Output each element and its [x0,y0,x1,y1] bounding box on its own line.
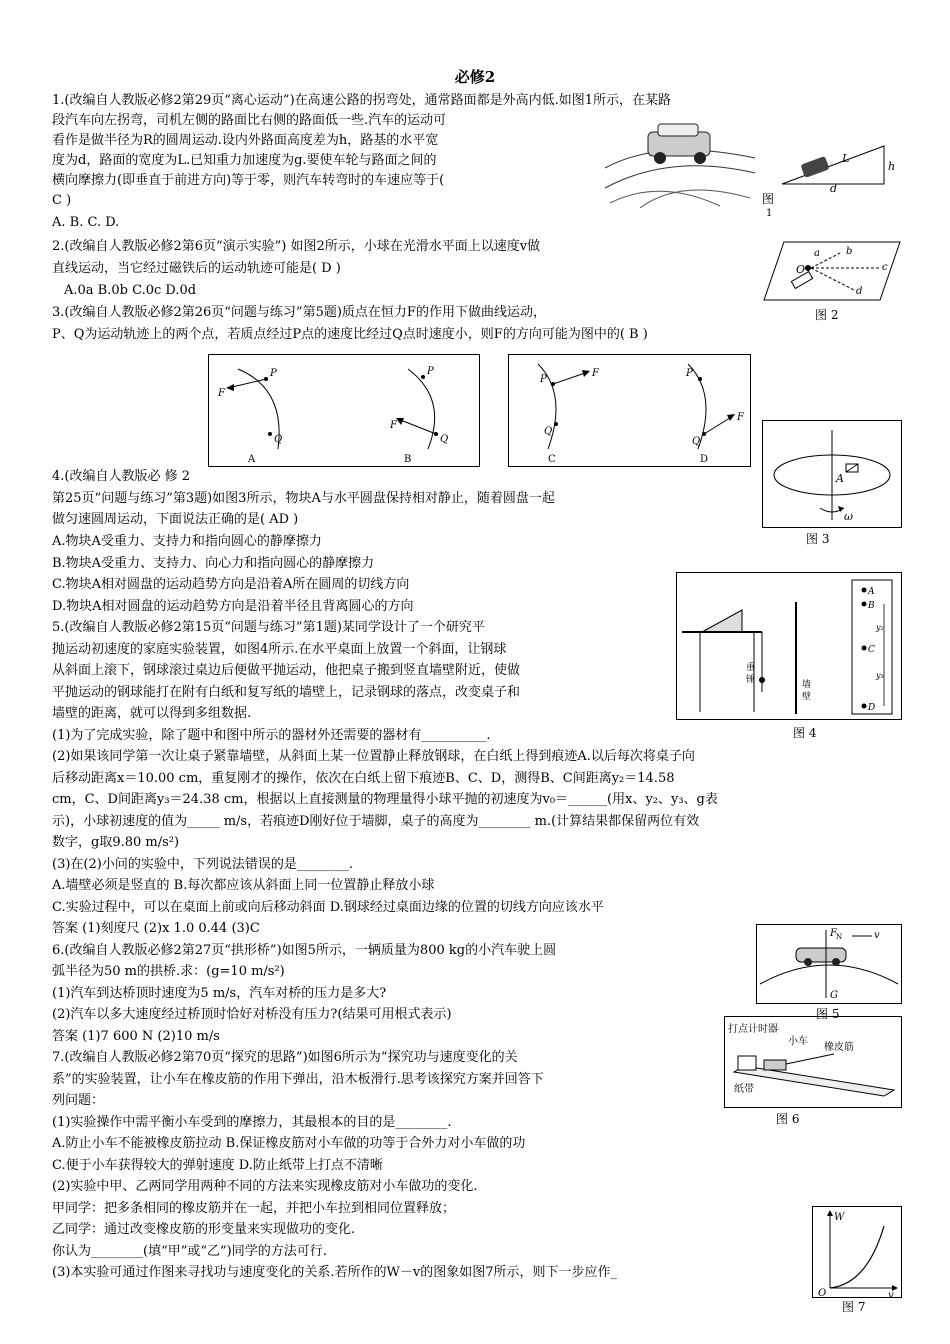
q2-line-1: 2.(改编自人教版必修2第6页“演示实验”) 如图2所示，小球在光滑水平面上以速度v做 [52,239,541,254]
fig4-label-wall-2: 壁 [802,692,812,702]
figure-6-experiment-setup [724,1016,902,1108]
fig1-label-d: d [830,182,838,192]
fig4-label-wall-1: 墙 [802,680,812,690]
q7-line-2: 系”的实验装置，让小车在橡皮筋的作用下弹出，沿木板滑行.思考该探究方案并回答下 [52,1072,544,1087]
q5-sub-2-line-3: cm，C、D间距离y₃＝24.38 cm，根据以上直接测量的物理量得小球平抛的初速度为v₀＝______(用x、y₂、y₃、g表 [52,792,718,807]
q3-c-label-Q: Q [544,426,553,437]
fig3-label-omega: ω [844,510,853,523]
fig5-caption: 图 5 [816,1007,840,1021]
figure-3-disc-diagram [762,420,902,528]
q2-options: A.0a B.0b C.0c D.0d [64,283,197,298]
q5-line-1: 5.(改编自人教版必修2第15页“问题与练习”第1题)某同学设计了一个研究平 [52,620,485,635]
fig2-label-c: c [882,262,888,273]
q3-a-label-P: P [270,368,277,379]
figure-5-arch-bridge [756,924,902,1004]
q5-sub-2-line-1: (2)如果该同学第一次让桌子紧靠墙壁，从斜面上某一位置静止释放钢球，在白纸上得到痕迹A.以后每次将桌子向 [52,749,695,764]
q5-line-2: 抛运动初速度的家庭实验装置，如图4所示.在水平桌面上放置一个斜面，让钢球 [52,642,507,657]
q5-line-3: 从斜面上滚下，钢球滚过桌边后便做平抛运动，他把桌子搬到竖直墙壁附近，使做 [52,663,521,678]
fig1-label-L: L [842,152,850,165]
fig4-label-C: C [868,645,875,655]
q5-line-5: 墙壁的距离，就可以得到多组数据. [52,706,252,721]
q6-line-2: 弧半径为50 m的拱桥.求：(g=10 m/s²) [52,964,285,979]
fig2-label-O: O [796,263,806,276]
q3-a-label-F: F [218,388,225,399]
fig2-label-d: d [856,286,863,297]
figure-4-projectile-setup [676,572,902,720]
q3-line-1: 3.(改编自人教版必修2第26页“问题与练习”第5题)质点在恒力F的作用下做曲线运动， [52,305,546,320]
q5-sub-1: (1)为了完成实验，除了题中和图中所示的器材外还需要的器材有__________. [52,728,491,743]
q7-sub-2-choice: 你认为________(填“甲”或“乙”)同学的方法可行. [52,1244,327,1259]
q4-option-d: D.物块A相对圆盘的运动趋势方向是沿着半径且背离圆心的方向 [52,599,414,614]
figure-7-wv-graph [812,1206,902,1298]
q7-sub-2: (2)实验中甲、乙两同学用两种不同的方法来实现橡皮筋对小车做功的变化. [52,1179,478,1194]
fig5-label-FN-sub: N [836,933,843,941]
fig1-caption-b: 1 [766,208,773,219]
q5-sub-2-line-5: 数字，g取9.80 m/s²) [52,835,180,850]
q7-line-3: 列问题： [52,1093,105,1108]
q7-sub-2-yi: 乙同学：通过改变橡皮筋的形变量来实现做功的变化. [52,1222,356,1237]
fig4-label-y2: y₂ [876,623,884,632]
q6-sub-2: (2)汽车以多大速度经过桥顶时恰好对桥没有压力?(结果可用根式表示) [52,1007,452,1022]
fig6-label-band: 橡皮筋 [824,1042,854,1053]
q1-line-4: 度为d，路面的宽度为L.已知重力加速度为g.要使车轮与路面之间的 [52,153,437,168]
q4-line-3: 做匀速圆周运动，下面说法正确的是( AD ) [52,512,299,527]
q7-sub-2-jia: 甲同学：把多条相同的橡皮筋并在一起，并把小车拉到相同位置释放； [52,1201,456,1216]
fig7-label-O: O [818,1288,827,1298]
fig4-caption: 图 4 [793,726,817,740]
q3-label-B: B [404,454,412,465]
page-title: 必修2 [454,68,496,86]
fig4-label-weight-2: 锤 [746,675,756,685]
q3-d-label-F: F [737,412,744,423]
q3-label-C: C [548,454,556,465]
fig1-caption-a: 图 [762,192,775,206]
q3-d-label-Q: Q [692,436,701,447]
fig6-caption: 图 6 [776,1112,800,1126]
q1-line-2: 段汽车向左拐弯，司机左侧的路面比右侧的路面低一些.汽车的运动可 [52,113,447,128]
q4-line-2: 第25页“问题与练习”第3题)如图3所示，物块A与水平圆盘保持相对静止，随着圆盘一起 [52,491,555,506]
figure-q3-options-ab [208,354,480,467]
fig4-label-D: D [868,703,876,713]
fig5-label-v: v [874,930,880,941]
q1-line-1: 1.(改编自人教版必修2第29页“离心运动”)在高速公路的拐弯处，通常路面都是外高内低.如图1所示，在某路 [52,93,672,108]
fig6-label-timer: 打点计时器 [728,1024,778,1035]
q5-sub-2-line-4: 示)，小球初速度的值为_____ m/s，若痕迹D刚好位于墙脚，桌子的高度为________ m.(计算结果都保留两位有效 [52,814,700,829]
q3-label-A: A [248,454,256,465]
q7-line-1: 7.(改编自人教版必修2第70页“探究的思路”)如图6所示为“探究功与速度变化的关 [52,1050,518,1065]
q1-options: A. B. C. D. [52,215,120,230]
fig7-caption: 图 7 [842,1300,866,1314]
q1-line-5: 横向摩擦力(即垂直于前进方向)等于零，则汽车转弯时的车速应等于( [52,173,445,188]
q3-line-2: P、Q为运动轨迹上的两个点，若质点经过P点的速度比经过Q点时速度小，则F的方向可能为图中的( B ) [52,327,648,342]
q4-option-c: C.物块A相对圆盘的运动趋势方向是沿着A所在圆周的切线方向 [52,577,410,592]
figure-1-incline-diagram [772,132,902,192]
q4-option-a: A.物块A受重力、支持力和指向圆心的静摩擦力 [52,534,322,549]
fig4-label-B: B [868,601,875,611]
q7-sub-1-ab: A.防止小车不能被橡皮筋拉动 B.保证橡皮筋对小车做的功等于合外力对小车做的功 [52,1136,526,1151]
q1-answer: C ) [52,193,72,208]
fig7-label-W: W [834,1212,845,1223]
q7-sub-1-cd: C.便于小车获得较大的弹射速度 D.防止纸带上打点不清晰 [52,1158,383,1173]
fig1-label-h: h [888,160,896,173]
q3-d-label-P: P [686,368,693,379]
q5-sub-3-cd: C.实验过程中，可以在桌面上前或向后移动斜面 D.钢球经过桌面边缘的位置的切线方向应该水平 [52,900,604,915]
q6-line-1: 6.(改编自人教版必修2第27页“拱形桥”)如图5所示，一辆质量为800 kg的小汽车驶上圆 [52,943,557,958]
q2-line-2: 直线运动，当它经过磁铁后的运动轨迹可能是( D ) [52,261,341,276]
q5-sub-3-ab: A.墙壁必须是竖直的 B.每次都应该从斜面上同一位置静止释放小球 [52,878,435,893]
figure-2-magnet-diagram [762,240,902,304]
fig3-caption: 图 3 [806,532,830,546]
q7-sub-3: (3)本实验可通过作图来寻找功与速度变化的关系.若所作的W－v的图象如图7所示，则下一步应作_ [52,1265,618,1280]
fig2-caption: 图 2 [815,308,839,322]
q6-answer: 答案 (1)7 600 N (2)10 m/s [52,1029,220,1044]
fig4-label-y3: y₃ [876,671,884,680]
fig7-label-v: v [888,1290,894,1298]
fig6-label-car: 小车 [788,1036,808,1047]
fig4-label-A: A [868,587,875,597]
q3-label-D: D [700,454,709,465]
q3-b-label-P: P [427,366,434,377]
q5-sub-2-line-2: 后移动距离x＝10.00 cm，重复刚才的操作，依次在白纸上留下痕迹B、C、D，测得B、C间距离y₂＝14.58 [52,771,675,786]
q3-b-label-F: F [390,420,397,431]
q1-line-3: 看作是做半径为R的圆周运动.设内外路面高度差为h，路基的水平宽 [52,133,439,148]
q3-c-label-P: P [540,374,547,385]
fig3-label-A: A [836,472,844,485]
figure-1-car-illustration [600,118,760,210]
fig5-label-G: G [830,990,838,1001]
q4-line-1: 4.(改编自人教版必 修 2 [52,469,191,484]
q5-line-4: 平抛运动的钢球能打在附有白纸和复写纸的墙壁上，记录钢球的落点，改变桌子和 [52,685,521,700]
fig2-label-b: b [846,246,853,257]
q3-b-label-Q: Q [440,434,449,445]
q6-sub-1: (1)汽车到达桥顶时速度为5 m/s，汽车对桥的压力是多大? [52,986,387,1001]
q3-c-label-F: F [592,368,599,379]
fig4-label-weight-1: 重 [746,663,756,673]
fig6-label-tape: 纸带 [734,1084,754,1095]
figure-q3-options-cd [508,354,751,467]
q3-a-label-Q: Q [274,434,283,445]
fig2-label-a: a [814,248,820,259]
q4-option-b: B.物块A受重力、支持力、向心力和指向圆心的静摩擦力 [52,556,375,571]
q7-sub-1: (1)实验操作中需平衡小车受到的摩擦力，其最根本的目的是________. [52,1115,452,1130]
q5-sub-3: (3)在(2)小问的实验中，下列说法错误的是________. [52,857,353,872]
q5-answer: 答案 (1)刻度尺 (2)x 1.0 0.44 (3)C [52,921,260,936]
fig5-label-FN: F [830,928,837,939]
